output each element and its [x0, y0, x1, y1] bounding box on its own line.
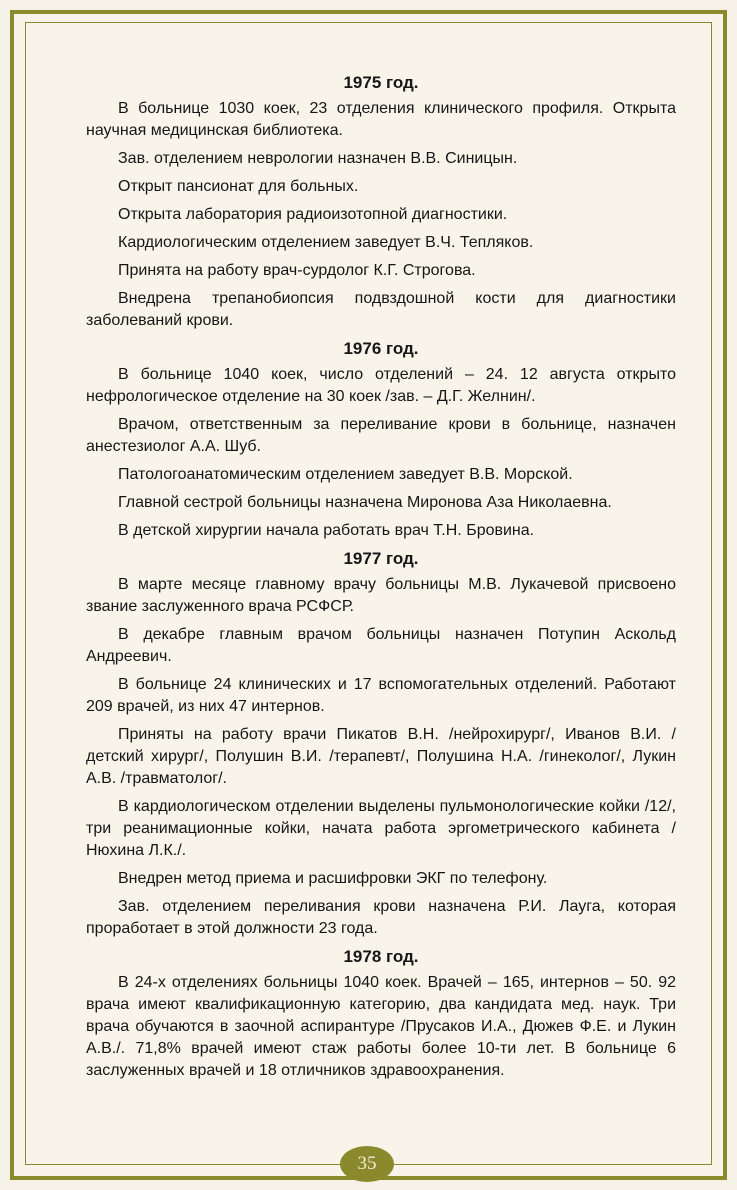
year-section — [86, 338, 676, 542]
paragraph: Кардиологическим отделением заведует В.Ч. Тепляков. — [118, 234, 534, 251]
paragraph: Внедрена трепанобиопсия подвздошной кости для диагностики заболеваний крови. — [86, 290, 676, 329]
paragraph: В детской хирургии начала работать врач Т.Н. Бровина. — [118, 522, 535, 539]
paragraph: Врачом, ответственным за переливание крови в больнице, назначен анестезиолог А.А. Шуб. — [86, 416, 676, 455]
paragraph: В кардиологическом отделении выделены пульмонологические койки /12/, три реанимационные койки, начата работа эргометрического кабинета /Нюхина Л.К./. — [86, 798, 676, 859]
paragraph: В больнице 24 клинических и 17 вспомогательных отделений. Работают 209 врачей, из них 47 интернов. — [86, 676, 676, 715]
year-section — [86, 548, 676, 940]
year-heading: 1976 год. — [343, 339, 419, 358]
paragraph: Патологоанатомическим отделением заведует В.В. Морской. — [118, 466, 573, 483]
paragraph: Принята на работу врач-сурдолог К.Г. Строгова. — [118, 262, 476, 279]
paragraph: Зав. отделением переливания крови назначена Р.И. Лауга, которая проработает в этой должности 23 года. — [86, 898, 676, 937]
paragraph: Открыта лаборатория радиоизотопной диагностики. — [118, 206, 508, 223]
paragraph: Приняты на работу врачи Пикатов В.Н. /нейрохирург/, Иванов В.И. /детский хирург/, Полушин В.И. /терапевт/, Полушина Н.А. /гинеколог/, Лукин А.В. /травматолог/. — [86, 726, 676, 787]
year-heading: 1975 год. — [343, 73, 419, 92]
page-number-badge: 35 — [340, 1146, 394, 1182]
paragraph: В марте месяце главному врачу больницы М.В. Лукачевой присвоено звание заслуженного врача РСФСР. — [86, 576, 676, 615]
paragraph: Главной сестрой больницы назначена Миронова Аза Николаевна. — [118, 494, 612, 511]
year-section — [86, 72, 676, 332]
paragraph: Внедрен метод приема и расшифровки ЭКГ по телефону. — [118, 870, 548, 887]
year-section — [86, 946, 676, 1082]
paragraph: В больнице 1040 коек, число отделений – 24. 12 августа открыто нефрологическое отделение на 30 коек /зав. – Д.Г. Желнин/. — [86, 366, 676, 405]
year-heading: 1977 год. — [343, 549, 419, 568]
paragraph: Открыт пансионат для больных. — [118, 178, 359, 195]
paragraph: Зав. отделением неврологии назначен В.В. Синицын. — [118, 150, 518, 167]
year-heading: 1978 год. — [343, 947, 419, 966]
document-body — [86, 72, 676, 1088]
paragraph: В декабре главным врачом больницы назначен Потупин Аскольд Андреевич. — [86, 626, 676, 665]
paragraph: В больнице 1030 коек, 23 отделения клинического профиля. Открыта научная медицинская библиотека. — [86, 100, 676, 139]
paragraph: В 24-х отделениях больницы 1040 коек. Врачей – 165, интернов – 50. 92 врача имеют квалификационную категорию, два кандидата мед. наук. Три врача обучаются в заочной аспирантуре /Прусаков И.А., Дюжев Ф.Е. и Лукин А.В./. 71,8% врачей имеют стаж работы более 10-ти лет. В больнице 6 заслуженных врачей и 18 отличников здравоохранения. — [86, 974, 676, 1079]
